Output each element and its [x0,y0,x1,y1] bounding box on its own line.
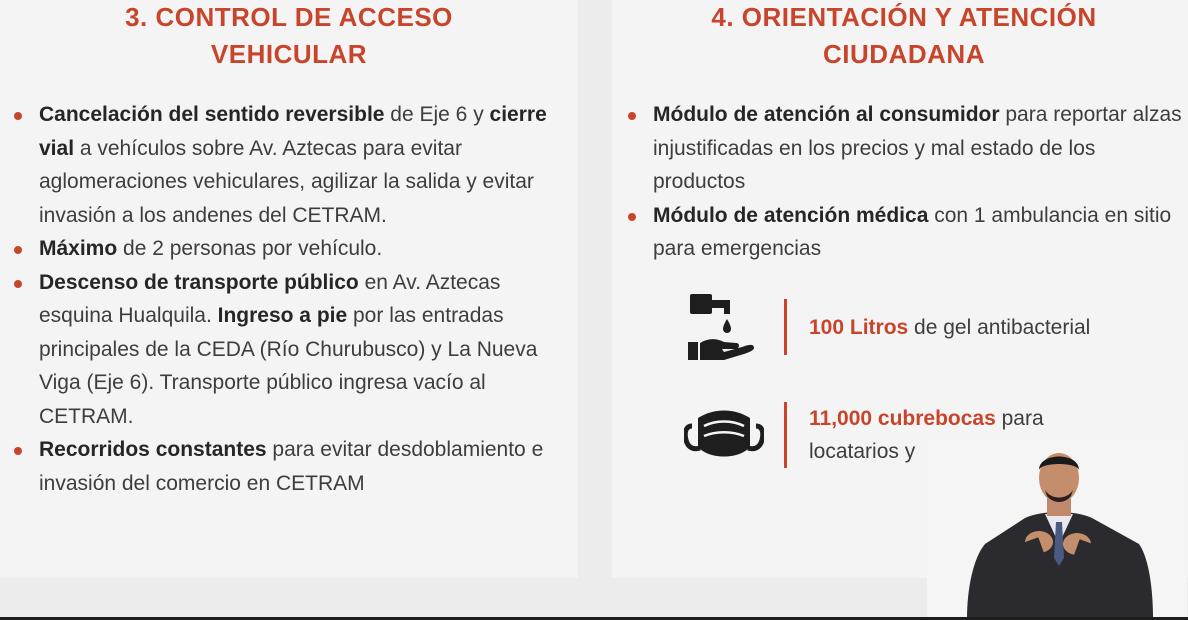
bullet-icon [628,112,636,120]
bullet-icon [14,447,22,455]
list-item [14,433,564,500]
bullet-icon [14,246,22,254]
item-text: de 2 personas por vehículo. [117,237,383,260]
item-text: de Eje 6 y [384,103,490,126]
bullet-icon [14,112,22,120]
title-line-2: VEHICULAR [210,39,368,69]
citizen-attention-list [628,98,1183,266]
item-bold-text: Módulo de atención médica [653,203,929,227]
item-text: en Av. Aztecas esquina Hualquila. [39,270,501,327]
item-text: con 1 ambulancia en sitio para emergencias [653,203,1172,260]
list-item [628,199,1183,266]
stat-description: para [995,407,1044,430]
stat-text [809,311,1090,344]
stat-divider [784,299,787,355]
section-title-citizen-attention [612,0,1188,73]
section-title-vehicle-access [0,0,578,73]
item-bold-text: cierre vial [39,103,547,160]
stat-highlight: 100 Litros [809,315,909,339]
item-text: para evitar desdoblamiento e invasión del comercio en CETRAM [39,438,544,495]
item-bold-text: Descenso de transporte público [39,270,359,294]
list-item [14,266,564,434]
stat-divider [784,402,787,468]
item-bold-text: Ingreso a pie [217,304,348,327]
stat-description: de gel antibacterial [908,315,1091,339]
item-text: a vehículos sobre Av. Aztecas para evitar aglomeraciones vehiculares, agilizar la salida y evitar invasión a los andenes del CETRAM. [39,136,534,227]
title-line-2: CIUDADANA [823,39,985,69]
sign-language-interpreter-video [927,440,1187,618]
hand-sanitizer-icon [684,292,764,362]
interpreter-figure [927,440,1187,618]
bullet-icon [628,213,636,221]
stat-description: locatarios y [809,440,916,463]
title-line-1: 4. ORIENTACIÓN Y ATENCIÓN [711,2,1097,32]
list-item [14,98,564,232]
item-text: para reportar alzas injustificadas en los precios y mal estado de los productos [653,103,1182,193]
stat-highlight: 11,000 cubrebocas [809,407,996,430]
item-bold-text: Módulo de atención al consumidor [653,103,1000,126]
left-panel [0,0,578,578]
stat-sanitizer [684,292,1090,362]
title-line-1: 3. CONTROL DE ACCESO [125,2,453,32]
item-bold-text: Recorridos constantes [39,438,267,461]
bullet-icon [14,280,22,288]
face-mask-icon [684,400,764,470]
item-text: por las entradas principales de la CEDA (Río Churubusco) y La Nueva Viga (Eje 6). Transporte público ingresa vacío al CETRAM. [39,304,538,428]
vehicle-access-list [14,98,564,500]
list-item [14,232,564,266]
item-bold-text: Cancelación del sentido reversible [39,103,385,126]
list-item [628,98,1183,199]
item-bold-text: Máximo [39,237,118,260]
